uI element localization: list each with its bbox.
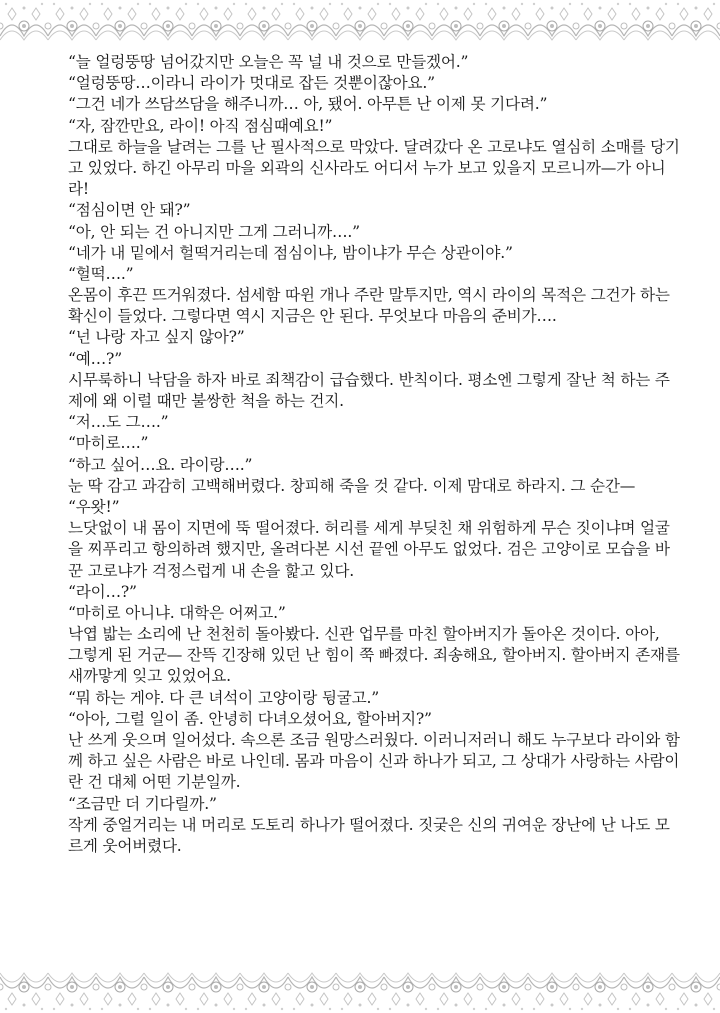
lace-border-bottom (0, 969, 720, 1013)
text-line: 새까맣게 잊고 있었어요. (68, 667, 231, 686)
text-line: “예…?” (68, 349, 122, 368)
lace-border-top (0, 0, 720, 44)
text-line: “라이…?” (68, 582, 137, 601)
text-line: 눈 딱 감고 과감히 고백해버렸다. 창피해 죽을 것 같다. 이제 맘대로 하라지. 그 순간— (68, 476, 636, 495)
text-line: “네가 내 밑에서 헐떡거리는데 점심이냐, 밤이냐가 무슨 상관이야.” (68, 243, 513, 262)
text-line: 을 찌푸리고 항의하려 했지만, 올려다본 시선 끝엔 아무도 없었다. 검은 고양이로 모습을 바 (68, 540, 670, 559)
text-line: “아아, 그럴 일이 좀. 안녕히 다녀오셨어요, 할아버지?” (68, 709, 432, 728)
text-line: 제에 왜 이럴 때만 불쌍한 척을 하는 건지. (68, 392, 344, 410)
text-line: “늘 얼렁뚱땅 넘어갔지만 오늘은 꼭 널 내 것으로 만들겠어.” (68, 53, 469, 71)
text-line: “조금만 더 기다릴까.” (68, 794, 217, 813)
text-line: 그렇게 된 거군— 잔뜩 긴장해 있던 난 힘이 쭉 빠졌다. 죄송해요, 할아버지. 할아버지 존재를 (68, 646, 680, 665)
text-line: “저…도 그….” (68, 413, 169, 432)
text-line: 르게 웃어버렸다. (68, 836, 182, 855)
text-line: “넌 나랑 자고 싶지 않아?” (68, 328, 245, 347)
text-line: 작게 중얼거리는 내 머리로 도토리 하나가 떨어졌다. 짓궂은 신의 귀여운 장난에 난 나도 모 (68, 815, 670, 834)
text-line: “우왓!” (68, 497, 120, 516)
text-line: “마히로….” (68, 434, 149, 453)
text-line: 시무룩하니 낙담을 하자 바로 죄책감이 급습했다. 반칙이다. 평소엔 그렇게 잘난 척 하는 주 (68, 370, 670, 389)
text-line: 고 있었다. 하긴 아무리 마을 외곽의 신사라도 어디서 누가 보고 있을지 모르니까—가 아니 (68, 158, 666, 177)
text-line: “헐떡….” (68, 264, 134, 283)
text-line: 란 건 대체 어떤 기분일까. (68, 773, 241, 792)
page-body-text (68, 52, 680, 857)
text-line: “자, 잠깐만요, 라이! 아직 점심때예요!” (68, 116, 333, 135)
text-line: 느닷없이 내 몸이 지면에 뚝 떨어졌다. 허리를 세게 부딪친 채 위험하게 무슨 짓이냐며 얼굴 (68, 519, 670, 538)
text-line: 낙엽 밟는 소리에 난 천천히 돌아봤다. 신관 업무를 마친 할아버지가 돌아온 것이다. 아아, (68, 625, 660, 644)
text-line: “얼렁뚱땅…이라니 라이가 멋대로 잡든 것뿐이잖아요.” (68, 74, 435, 93)
text-line: 께 하고 싶은 사람은 바로 나인데. 몸과 마음이 신과 하나가 되고, 그 상대가 사랑하는 사람이 (68, 752, 680, 771)
text-line: “마히로 아니냐. 대학은 어쩌고.” (68, 603, 286, 622)
text-line: 라! (68, 180, 89, 199)
text-line: “점심이면 안 돼?” (68, 201, 191, 220)
text-line: 난 쓰게 웃으며 일어섰다. 속으론 조금 원망스러웠다. 이러니저러니 해도 누구보다 라이와 함 (68, 731, 680, 749)
text-line: 확신이 들었다. 그렇다면 역시 지금은 안 된다. 무엇보다 마음의 준비가…. (68, 307, 557, 326)
text-line: 그대로 하늘을 날려는 그를 난 필사적으로 막았다. 달려갔다 온 고로냐도 열심히 소매를 당기 (68, 137, 680, 156)
text-line: “아, 안 되는 건 아니지만 그게 그러니까….” (68, 222, 360, 241)
text-line: “그건 네가 쓰담쓰담을 해주니까… 아, 됐어. 아무튼 난 이제 못 기다려.” (68, 95, 548, 114)
text-line: 꾼 고로냐가 걱정스럽게 내 손을 핥고 있다. (68, 561, 354, 580)
text-line: 온몸이 후끈 뜨거워졌다. 섬세함 따윈 개나 주란 말투지만, 역시 라이의 목적은 그건가 하는 (68, 286, 670, 305)
text-line: “뭐 하는 게야. 다 큰 녀석이 고양이랑 뒹굴고.” (68, 688, 380, 707)
text-line: “하고 싶어…요. 라이랑….” (68, 455, 253, 474)
